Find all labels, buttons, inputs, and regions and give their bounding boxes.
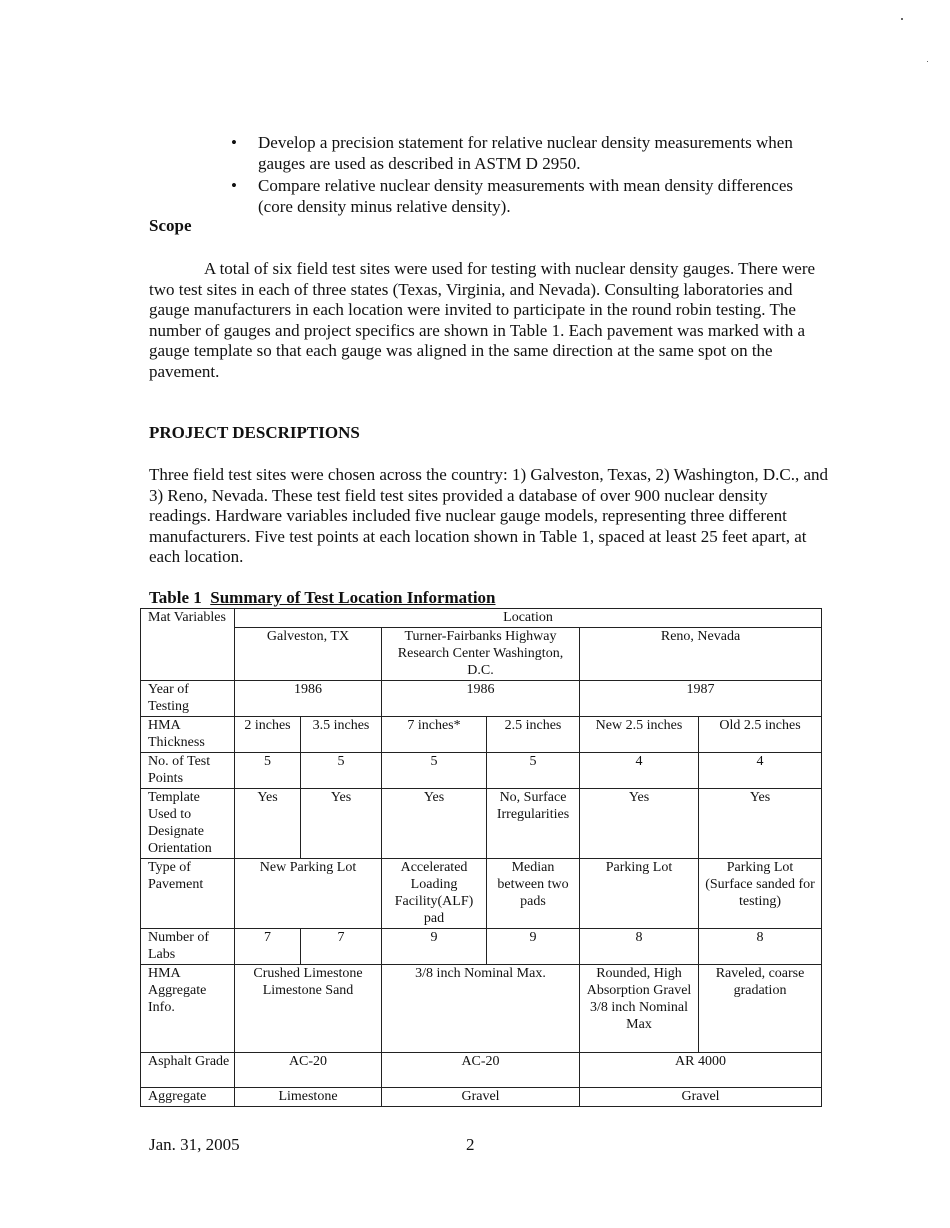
table-caption — [149, 588, 496, 608]
table-row — [141, 628, 822, 681]
table-row — [141, 929, 822, 965]
bullet-text: Compare relative nuclear density measurements with mean density differences (core density minus relative density). — [258, 176, 793, 216]
table-cell: 3/8 inch Nominal Max. — [382, 965, 580, 1053]
bullet-item — [228, 132, 828, 174]
objectives-list — [228, 132, 828, 218]
location-header: Location — [235, 609, 822, 628]
table-cell: New Parking Lot — [235, 859, 382, 929]
table-cell: Accelerated Loading Facility(ALF) pad — [382, 859, 487, 929]
table-caption-label: Table 1 — [149, 588, 202, 607]
table-cell: 5 — [382, 753, 487, 789]
table-row — [141, 965, 822, 1053]
table-row — [141, 1088, 822, 1107]
table-caption-title: Summary of Test Location Information — [210, 588, 496, 607]
row-label: Number of Labs — [141, 929, 235, 965]
table-row — [141, 859, 822, 929]
table-row — [141, 681, 822, 717]
page-number: 2 — [466, 1135, 475, 1154]
table-cell: Yes — [580, 789, 699, 859]
table-cell: 1987 — [580, 681, 822, 717]
table-cell: 9 — [382, 929, 487, 965]
table-row — [141, 717, 822, 753]
table-cell: 7 inches* — [382, 717, 487, 753]
scan-speck — [927, 61, 928, 62]
table-cell: AC-20 — [382, 1053, 580, 1088]
footer-date: Jan. 31, 2005 — [149, 1135, 240, 1154]
table-cell: Old 2.5 inches — [699, 717, 822, 753]
table-cell: Gravel — [382, 1088, 580, 1107]
bullet-dot: • — [231, 133, 237, 152]
table-cell: 1986 — [235, 681, 382, 717]
row-label: Type of Pavement — [141, 859, 235, 929]
table-cell: No, Surface Irregularities — [487, 789, 580, 859]
table-row — [141, 1053, 822, 1088]
table-cell: 5 — [301, 753, 382, 789]
scope-heading: Scope — [149, 216, 192, 235]
table-cell: 2.5 inches — [487, 717, 580, 753]
table-cell: 7 — [301, 929, 382, 965]
table-cell: 4 — [580, 753, 699, 789]
table-cell: Yes — [235, 789, 301, 859]
table-cell: Limestone — [235, 1088, 382, 1107]
table-row — [141, 609, 822, 628]
row-label: HMA Thickness — [141, 717, 235, 753]
table-cell: Crushed Limestone Limestone Sand — [235, 965, 382, 1053]
table-cell: Parking Lot (Surface sanded for testing) — [699, 859, 822, 929]
location-cell: Turner-Fairbanks Highway Research Center Washington, D.C. — [382, 628, 580, 681]
row-label: No. of Test Points — [141, 753, 235, 789]
table-cell: 7 — [235, 929, 301, 965]
row-label: Template Used to Designate Orientation — [141, 789, 235, 859]
scope-paragraph: A total of six field test sites were used for testing with nuclear density gauges. There were two test sites in each of three states (Texas, Virginia, and Nevada). Consulting laboratories and gauge manufacturers in each location were invited to participate in the round robin testing. The number of gauges and project specifics are shown in Table 1. Each pavement was marked with a gauge template so that each gauge was aligned in the same direction at the same spot on the pavement. — [149, 259, 816, 381]
bullet-item — [228, 175, 828, 217]
table-cell: 1986 — [382, 681, 580, 717]
row-label: Asphalt Grade — [141, 1053, 235, 1088]
table-cell: Yes — [301, 789, 382, 859]
bullet-text: Develop a precision statement for relative nuclear density measurements when gauges are used as described in ASTM D 2950. — [258, 133, 793, 173]
table-cell: Median between two pads — [487, 859, 580, 929]
table-row — [141, 753, 822, 789]
summary-table — [140, 608, 822, 1107]
table-cell: 3.5 inches — [301, 717, 382, 753]
table-cell: 2 inches — [235, 717, 301, 753]
location-cell: Galveston, TX — [235, 628, 382, 681]
row-label: HMA Aggregate Info. — [141, 965, 235, 1053]
bullet-dot: • — [231, 176, 237, 195]
table-cell: 8 — [580, 929, 699, 965]
table-cell: Raveled, coarse gradation — [699, 965, 822, 1053]
table-cell: New 2.5 inches — [580, 717, 699, 753]
table-cell: 5 — [235, 753, 301, 789]
row-label: Aggregate — [141, 1088, 235, 1107]
scan-speck — [901, 18, 903, 20]
project-descriptions-heading: PROJECT DESCRIPTIONS — [149, 423, 360, 442]
table-cell: AC-20 — [235, 1053, 382, 1088]
table-cell: Parking Lot — [580, 859, 699, 929]
table-cell: 5 — [487, 753, 580, 789]
location-cell: Reno, Nevada — [580, 628, 822, 681]
table-cell: 9 — [487, 929, 580, 965]
table-cell: Yes — [382, 789, 487, 859]
mat-variables-header: Mat Variables — [141, 609, 235, 681]
table-cell: Gravel — [580, 1088, 822, 1107]
table-cell: 8 — [699, 929, 822, 965]
row-label: Year of Testing — [141, 681, 235, 717]
project-descriptions-paragraph: Three field test sites were chosen across the country: 1) Galveston, Texas, 2) Washington, D.C., and 3) Reno, Nevada. These test field test sites provided a database of over 900 nuclear density readings. Hardware variables included five nuclear gauge models, representing three different manufacturers. Five test points at each location shown in Table 1, spaced at least 25 feet apart, at each location. — [149, 465, 829, 566]
table-cell: Rounded, High Absorption Gravel 3/8 inch Nominal Max — [580, 965, 699, 1053]
table-cell: Yes — [699, 789, 822, 859]
table-cell: AR 4000 — [580, 1053, 822, 1088]
table-cell: 4 — [699, 753, 822, 789]
table-row — [141, 789, 822, 859]
